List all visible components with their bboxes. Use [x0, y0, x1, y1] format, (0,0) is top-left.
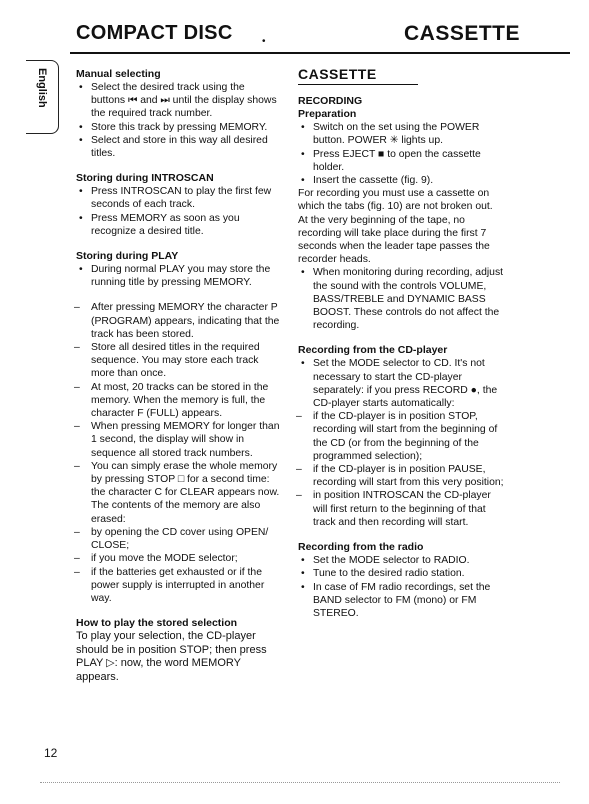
- list-item: • Press EJECT ■ to open the cassette holder.: [298, 148, 506, 174]
- list-item: – if the CD-player is in position STOP, recording will start from the beginning of the CD (or from the beginning of the programmed selection);: [298, 410, 506, 463]
- introscan-heading: Storing during INTROSCAN: [76, 172, 214, 185]
- preparation-list: [298, 121, 506, 187]
- monitoring-list: [298, 266, 506, 332]
- cd-recording-list: [298, 357, 506, 529]
- radio-recording-list: [298, 554, 506, 620]
- page-number: 12: [44, 746, 58, 760]
- language-tab-label: English: [36, 68, 48, 108]
- page-header: [0, 12, 589, 52]
- manual-list: [76, 81, 280, 160]
- list-item: – You can simply erase the whole memory by pressing STOP □ for a second time: the character C for CLEAR appears now. The contents of the memory are also erased:: [76, 460, 280, 526]
- preparation-heading: Preparation: [298, 108, 357, 121]
- right-column: [298, 68, 506, 620]
- radio-recording-heading: Recording from the radio: [298, 541, 424, 554]
- play-heading: Storing during PLAY: [76, 250, 179, 263]
- list-item: – At most, 20 tracks can be stored in the memory. When the memory is full, the character F (FULL) appears.: [76, 381, 280, 421]
- list-item: • Insert the cassette (fig. 9).: [298, 174, 506, 187]
- list-item: • Select the desired track using the buttons ⏮ and ⏭ until the display shows the required track number.: [76, 81, 280, 121]
- recording-heading: RECORDING: [298, 95, 363, 108]
- play-list: [76, 263, 280, 289]
- list-item: – if you move the MODE selector;: [76, 552, 280, 565]
- stored-heading: How to play the stored selection: [76, 617, 238, 630]
- list-item: • In case of FM radio recordings, set the BAND selector to FM (mono) or FM STEREO.: [298, 581, 506, 621]
- header-rule: [70, 52, 570, 54]
- list-item: • Select and store in this way all desired titles.: [76, 134, 280, 160]
- paragraph: For recording you must use a cassette on which the tabs (fig. 10) are not broken out.: [298, 188, 493, 213]
- list-item: – Store all desired titles in the required sequence. You may store each track more than once.: [76, 341, 280, 381]
- list-item: • During normal PLAY you may store the running title by pressing MEMORY.: [76, 263, 280, 289]
- cd-recording-heading: Recording from the CD-player: [298, 344, 448, 357]
- list-item: • Press INTROSCAN to play the first few seconds of each track.: [76, 185, 280, 211]
- manual-heading: Manual selecting: [76, 68, 161, 80]
- stored-text: To play your selection, the CD-player should be in position STOP; then press PLAY ▷: now, the word MEMORY appears.: [76, 630, 267, 683]
- introscan-list: [76, 185, 280, 238]
- header-left-title: COMPACT DISC: [76, 22, 233, 44]
- list-item: – in position INTROSCAN the CD-player will first return to the beginning of that track and then recording will start.: [298, 489, 506, 529]
- list-item: • Press MEMORY as soon as you recognize a desired title.: [76, 212, 280, 238]
- list-item: – by opening the CD cover using OPEN/ CLOSE;: [76, 526, 280, 552]
- list-item: – When pressing MEMORY for longer than 1 second, the display will show in sequence all stored track numbers.: [76, 420, 280, 460]
- header-right-title: CASSETTE: [404, 22, 521, 45]
- left-column: [76, 68, 280, 684]
- list-item: – After pressing MEMORY the character P (PROGRAM) appears, indicating that the track has been stored.: [76, 301, 280, 341]
- paragraph: At the very beginning of the tape, no recording will take place during the first 7 seconds when the leader tape passes the recorder heads.: [298, 214, 490, 266]
- header-dot: •: [262, 36, 266, 47]
- list-item: – if the batteries get exhausted or if the power supply is interrupted in another way.: [76, 566, 280, 606]
- scan-artifact-line: [40, 782, 560, 784]
- list-item: • Set the MODE selector to RADIO.: [298, 554, 506, 567]
- list-item: • When monitoring during recording, adjust the sound with the controls VOLUME, BASS/TREBLE and DYNAMIC BASS BOOST. These controls do not affect the recording.: [298, 266, 506, 332]
- list-item: – if the CD-player is in position PAUSE, recording will start from this very position;: [298, 463, 506, 489]
- list-item: • Switch on the set using the POWER button. POWER ✳ lights up.: [298, 121, 506, 147]
- cassette-section-title: CASSETTE: [298, 68, 418, 85]
- list-item: • Set the MODE selector to CD. It's not necessary to start the CD-player separately: if you press RECORD ●, the CD-player starts automatically:: [298, 357, 506, 410]
- memory-notes-list: [76, 301, 280, 605]
- list-item: • Store this track by pressing MEMORY.: [76, 121, 280, 134]
- list-item: • Tune to the desired radio station.: [298, 567, 506, 580]
